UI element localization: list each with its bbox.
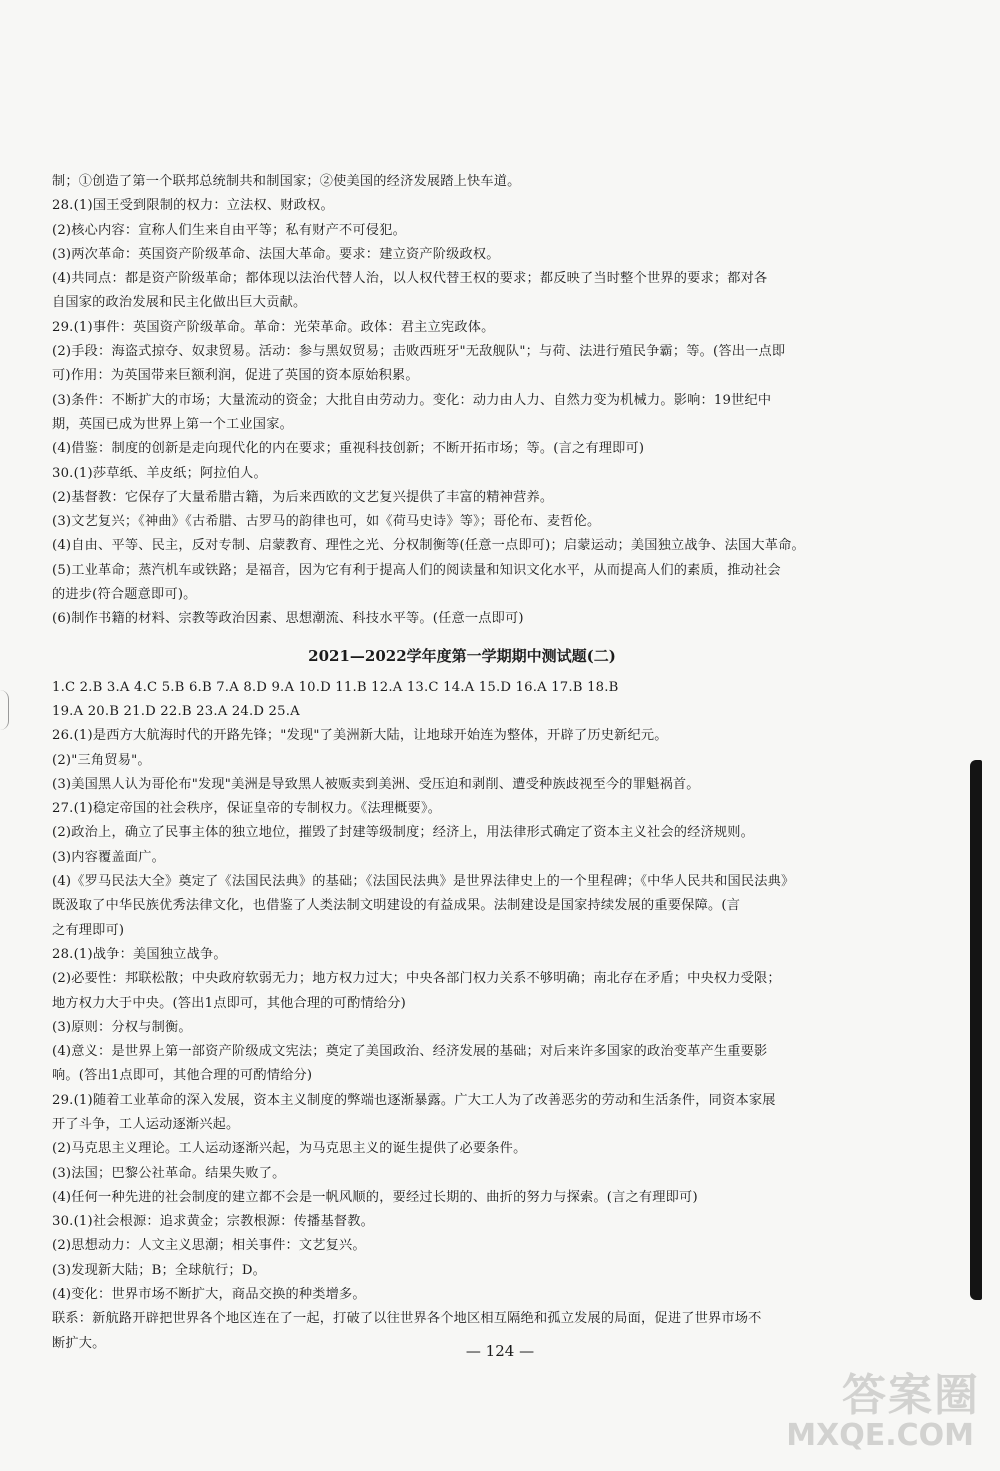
binding-shadow [970,760,982,1300]
answer-line: 28.(1)战争：美国独立战争。 [52,946,227,962]
answer-line: 19.A 20.B 21.D 22.B 23.A 24.D 25.A [52,703,300,719]
answer-line: (3)美国黑人认为哥伦布"发现"美洲是导致黑人被贩卖到美洲、受压迫和剥削、遭受种族歧视至今的罪魁祸首。 [52,776,700,792]
answer-line: 联系：新航路开辟把世界各个地区连在了一起，打破了以往世界各个地区相互隔绝和孤立发展的局面，促进了世界市场不 [52,1311,762,1327]
answer-line: (6)制作书籍的材料、宗教等政治因素、思想潮流、科技水平等。(任意一点即可) [52,611,524,627]
answer-line: 之有理即可) [52,922,125,938]
answer-line: 既汲取了中华民族优秀法律文化，也借鉴了人类法制文明建设的有益成果。法制建设是国家持续发展的重要保障。(言 [52,898,741,914]
answer-line: (2)基督教：它保存了大量希腊古籍，为后来西欧的文艺复兴提供了丰富的精神营养。 [52,489,554,505]
answer-line: (2)"三角贸易"。 [52,752,151,768]
answer-line: 29.(1)随着工业革命的深入发展，资本主义制度的弊端也逐渐暴露。广大工人为了改善恶劣的劳动和生活条件，同资本家展 [52,1092,776,1108]
answer-content [52,170,872,1356]
answer-line: (5)工业革命；蒸汽机车或铁路；是福音，因为它有利于提高人们的阅读量和知识文化水平，从而提高人们的素质，推动社会 [52,562,781,578]
answer-line: (4)《罗马民法大全》奠定了《法国民法典》的基础；《法国民法典》是世界法律史上的一个里程碑；《中华人民共和国民法典》 [52,874,795,890]
page-edge-mark [0,690,9,730]
answer-line: (4)自由、平等、民主，反对专制、启蒙教育、理性之光、分权制衡等(任意一点即可)；启蒙运动；美国独立战争、法国大革命。 [52,538,805,554]
answer-line: (2)手段：海盗式掠夺、奴隶贸易。活动：参与黑奴贸易；击败西班牙"无敌舰队"；与荷、法进行殖民争霸；等。(答出一点即 [52,344,786,360]
answer-line: (3)法国；巴黎公社革命。结果失败了。 [52,1165,286,1181]
answer-line: 断扩大。 [52,1335,106,1351]
answer-line: (2)政治上，确立了民事主体的独立地位，摧毁了封建等级制度；经济上，用法律形式确定了资本主义社会的经济规则。 [52,825,755,841]
answer-line: 28.(1)国王受到限制的权力：立法权、财政权。 [52,198,334,214]
answer-line: 开了斗争，工人运动逐渐兴起。 [52,1116,240,1132]
answer-line: 期，英国已成为世界上第一个工业国家。 [52,416,293,432]
answer-line: (4)变化：世界市场不断扩大，商品交换的种类增多。 [52,1287,366,1303]
answer-line: (2)核心内容：宣称人们生来自由平等；私有财产不可侵犯。 [52,222,406,238]
answer-line: 制；①创造了第一个联邦总统制共和制国家；②使美国的经济发展踏上快车道。 [52,174,521,189]
answer-line: (3)两次革命：英国资产阶级革命、法国大革命。要求：建立资产阶级政权。 [52,246,500,262]
answer-line: (4)共同点：都是资产阶级革命；都体现以法治代替人治，以人权代替王权的要求；都反映了当时整个世界的要求；都对各 [52,271,768,287]
answer-line: 30.(1)社会根源：追求黄金；宗教根源：传播基督教。 [52,1214,374,1230]
watermark-top-text: 答案圈 [842,1370,980,1421]
watermark-bottom-text: MXQE.COM [786,1418,974,1453]
answer-line: (2)马克思主义理论。工人运动逐渐兴起，为马克思主义的诞生提供了必要条件。 [52,1141,527,1157]
answer-line: 1.C 2.B 3.A 4.C 5.B 6.B 7.A 8.D 9.A 10.D 11.B 12.A 13.C 14.A 15.D 16.A 17.B 18.B [52,679,619,695]
answer-line: 29.(1)事件：英国资产阶级革命。革命：光荣革命。政体：君主立宪政体。 [52,319,495,335]
top-answers [52,170,872,632]
answer-line: (4)意义：是世界上第一部资产阶级成文宪法；奠定了美国政治、经济发展的基础；对后来许多国家的政治变革产生重要影 [52,1044,768,1060]
answer-line: (2)必要性：邦联松散；中央政府软弱无力；地方权力过大；中央各部门权力关系不够明确；南北存在矛盾；中央权力受限； [52,971,781,987]
answer-line: 地方权力大于中央。(答出1点即可，其他合理的可酌情给分) [52,995,406,1011]
answer-line: (3)内容覆盖面广。 [52,849,165,865]
answer-line: 27.(1)稳定帝国的社会秩序，保证皇帝的专制权力。《法理概要》。 [52,801,442,817]
answer-line: (4)任何一种先进的社会制度的建立都不会是一帆风顺的，要经过长期的、曲折的努力与探索。(言之有理即可) [52,1189,698,1205]
section-title: 2021—2022学年度第一学期期中测试题(二) [308,646,616,665]
answer-line: 响。(答出1点即可，其他合理的可酌情给分) [52,1068,313,1084]
page-number: — 124 — [465,1342,535,1360]
answer-line: 26.(1)是西方大航海时代的开路先锋；"发现"了美洲新大陆，让地球开始连为整体，开辟了历史新纪元。 [52,728,668,744]
answer-line: 30.(1)莎草纸、羊皮纸；阿拉伯人。 [52,465,267,481]
answer-line: 可)作用：为英国带来巨额利润，促进了英国的资本原始积累。 [52,368,419,384]
answer-line: (2)思想动力：人文主义思潮；相关事件：文艺复兴。 [52,1238,366,1254]
answer-line: (3)条件：不断扩大的市场；大量流动的资金；大批自由劳动力。变化：动力由人力、自然力变为机械力。影响：19世纪中 [52,392,772,408]
answer-line: (3)文艺复兴；《神曲》《古希腊、古罗马的韵律也可，如《荷马史诗》等》；哥伦布、麦哲伦。 [52,514,601,530]
answer-line: (4)借鉴：制度的创新是走向现代化的内在要求；重视科技创新；不断开拓市场；等。(言之有理即可) [52,441,645,457]
answer-line: 的进步(符合题意即可)。 [52,587,197,603]
answer-line: (3)发现新大陆；B；全球航行；D。 [52,1262,266,1278]
answer-line: 自国家的政治发展和民主化做出巨大贡献。 [52,295,307,311]
bottom-answers [52,676,872,1356]
watermark-logo [786,1355,980,1455]
answer-line: (3)原则：分权与制衡。 [52,1019,192,1035]
